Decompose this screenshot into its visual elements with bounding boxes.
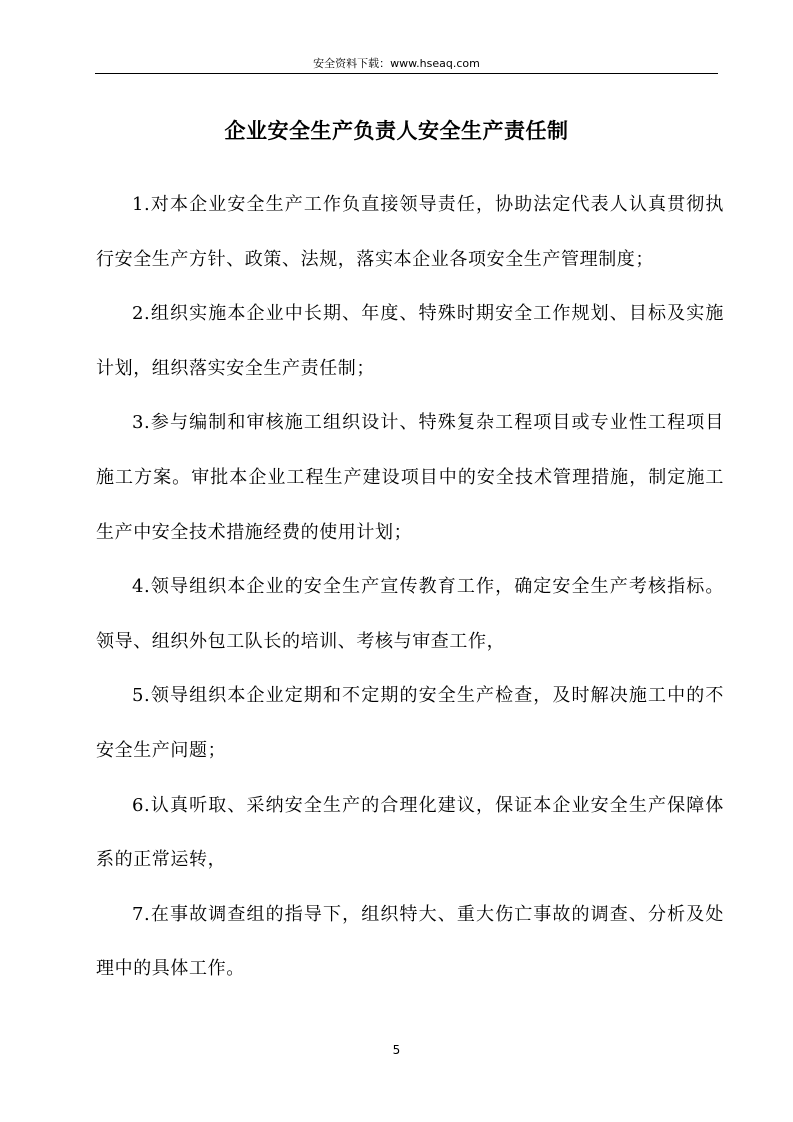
paragraph-3: 3.参与编制和审核施工组织设计、特殊复杂工程项目或专业性工程项目施工方案。审批本企业工程生产建设项目中的安全技术管理措施，制定施工生产中安全技术措施经费的使用计划； xyxy=(96,412,724,543)
page-number: 5 xyxy=(392,1043,401,1057)
document-body xyxy=(96,178,724,997)
paragraph-2: 2.组织实施本企业中长期、年度、特殊时期安全工作规划、目标及实施计划，组织落实安全生产责任制； xyxy=(96,303,724,379)
paragraph-4: 4.领导组织本企业的安全生产宣传教育工作，确定安全生产考核指标。领导、组织外包工队长的培训、考核与审查工作， xyxy=(96,576,724,652)
page-header: 安全资料下载：www.hseaq.com xyxy=(313,57,480,70)
paragraph-5: 5.领导组织本企业定期和不定期的安全生产检查，及时解决施工中的不安全生产问题； xyxy=(96,685,724,761)
paragraph-1: 1.对本企业安全生产工作负直接领导责任，协助法定代表人认真贯彻执行安全生产方针、政策、法规，落实本企业各项安全生产管理制度； xyxy=(96,194,724,270)
header-divider xyxy=(95,73,718,74)
document-title: 企业安全生产负责人安全生产责任制 xyxy=(224,118,569,143)
paragraph-6: 6.认真听取、采纳安全生产的合理化建议，保证本企业安全生产保障体系的正常运转， xyxy=(96,794,724,871)
paragraph-7: 7.在事故调查组的指导下，组织特大、重大伤亡事故的调查、分析及处理中的具体工作。 xyxy=(96,903,724,980)
